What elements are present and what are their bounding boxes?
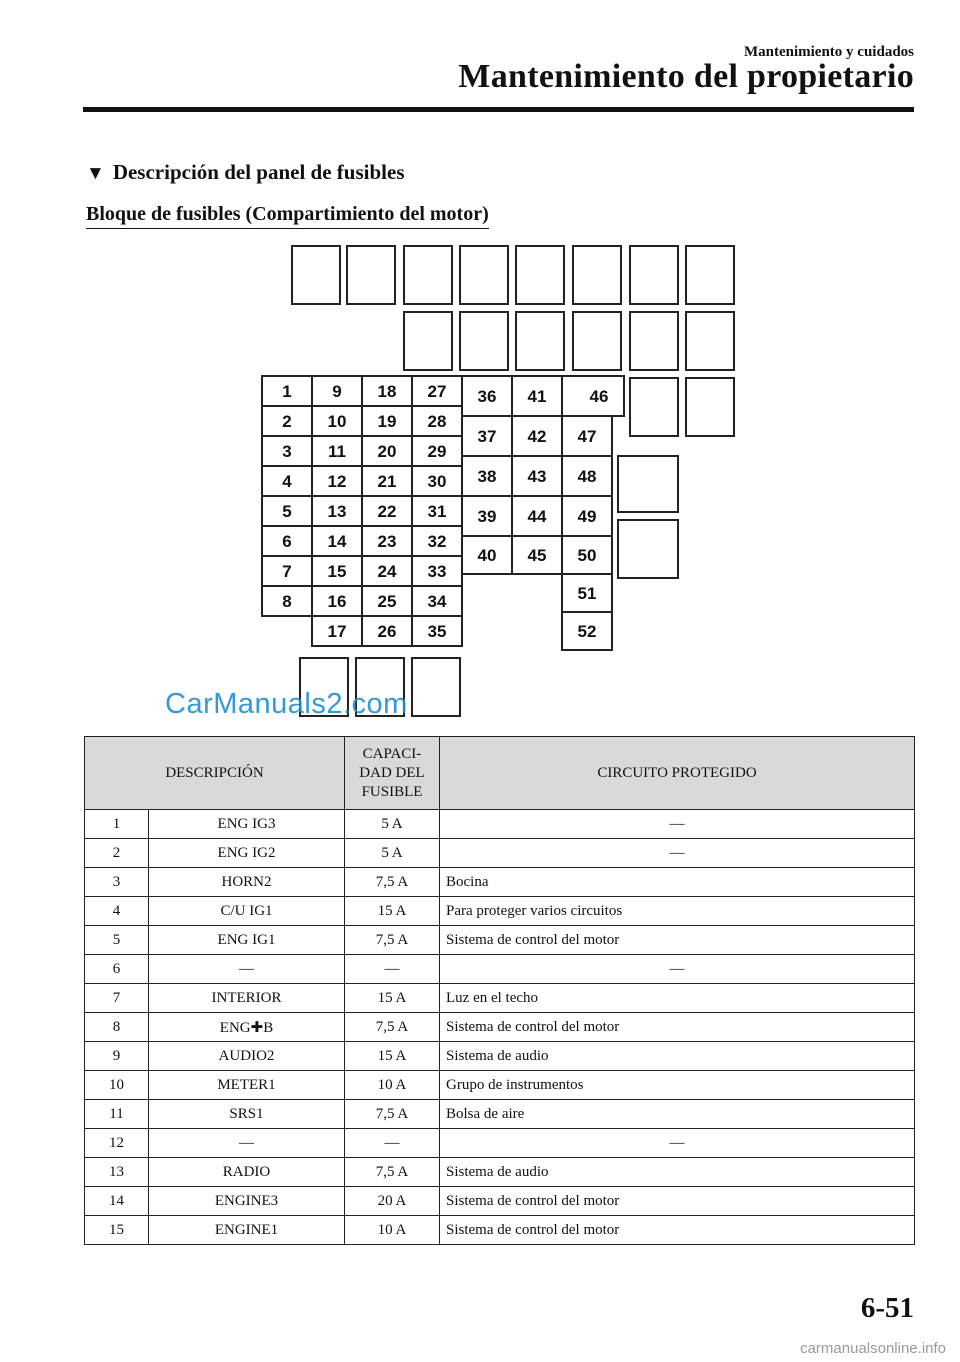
cell-circuit: Sistema de control del motor bbox=[440, 1013, 915, 1042]
fuse-number-label: 45 bbox=[527, 546, 547, 565]
table-row bbox=[85, 810, 915, 839]
relay-box bbox=[686, 246, 734, 304]
header-capacity-line3: FUSIBLE bbox=[361, 783, 423, 800]
cell-description: ENG IG1 bbox=[149, 926, 345, 955]
fuse-number-label: 4 bbox=[282, 472, 292, 491]
page-number: 6-51 bbox=[860, 1292, 914, 1324]
cell-capacity: 7,5 A bbox=[345, 1158, 440, 1187]
fuse-number-label: 49 bbox=[577, 507, 597, 526]
cell-description: — bbox=[149, 1129, 345, 1158]
table-row bbox=[85, 984, 915, 1013]
cell-circuit: — bbox=[440, 1129, 915, 1158]
table-row bbox=[85, 1071, 915, 1100]
fuse-number-label: 8 bbox=[282, 592, 292, 611]
cell-number: 7 bbox=[85, 984, 149, 1013]
cell-capacity: 10 A bbox=[345, 1071, 440, 1100]
section-heading-text: Descripción del panel de fusibles bbox=[112, 160, 405, 184]
fuse-number-label: 48 bbox=[577, 467, 597, 486]
fuse-number-label: 21 bbox=[377, 472, 397, 491]
relay-box bbox=[630, 378, 678, 436]
cell-number: 4 bbox=[85, 897, 149, 926]
fuse-number-label: 12 bbox=[327, 472, 347, 491]
cell-capacity: 7,5 A bbox=[345, 1100, 440, 1129]
table-row bbox=[85, 897, 915, 926]
cell-number: 13 bbox=[85, 1158, 149, 1187]
header-circuit: CIRCUITO PROTEGIDO bbox=[440, 737, 915, 810]
fuse-number-label: 37 bbox=[477, 427, 497, 446]
relay-box bbox=[516, 246, 564, 304]
section-title: Mantenimiento del propietario bbox=[458, 58, 914, 95]
table-header-row bbox=[85, 737, 915, 810]
cell-capacity: 15 A bbox=[345, 984, 440, 1013]
table-row bbox=[85, 839, 915, 868]
cell-description: HORN2 bbox=[149, 868, 345, 897]
fuse-number-label: 30 bbox=[427, 472, 447, 491]
fuse-number-label: 23 bbox=[377, 532, 397, 551]
fuse-number-label: 36 bbox=[477, 387, 497, 406]
cell-description: RADIO bbox=[149, 1158, 345, 1187]
fuse-number-label: 47 bbox=[577, 427, 597, 446]
relay-box bbox=[460, 312, 508, 370]
cell-number: 6 bbox=[85, 955, 149, 984]
cell-capacity: 7,5 A bbox=[345, 1013, 440, 1042]
cell-description: ENG IG3 bbox=[149, 810, 345, 839]
cell-description: AUDIO2 bbox=[149, 1042, 345, 1071]
table-row bbox=[85, 1100, 915, 1129]
fuse-number-label: 42 bbox=[527, 427, 547, 446]
cell-capacity: 20 A bbox=[345, 1187, 440, 1216]
cell-circuit: Sistema de control del motor bbox=[440, 1187, 915, 1216]
cell-circuit: Sistema de control del motor bbox=[440, 926, 915, 955]
fuse-table bbox=[84, 736, 915, 1245]
cell-number: 3 bbox=[85, 868, 149, 897]
cell-description: SRS1 bbox=[149, 1100, 345, 1129]
cell-number: 10 bbox=[85, 1071, 149, 1100]
cell-circuit: Luz en el techo bbox=[440, 984, 915, 1013]
cell-capacity: 15 A bbox=[345, 897, 440, 926]
relay-box bbox=[573, 246, 621, 304]
cell-capacity: 15 A bbox=[345, 1042, 440, 1071]
cell-circuit: Sistema de control del motor bbox=[440, 1216, 915, 1245]
cell-capacity: 7,5 A bbox=[345, 868, 440, 897]
cell-capacity: 5 A bbox=[345, 839, 440, 868]
relay-box bbox=[618, 520, 678, 578]
cell-capacity: — bbox=[345, 955, 440, 984]
header-capacity-line1: CAPACI- bbox=[362, 745, 422, 762]
watermark-text: CarManuals2.com bbox=[165, 688, 408, 720]
fuse-number-label: 44 bbox=[527, 507, 547, 526]
cell-circuit: Para proteger varios circuitos bbox=[440, 897, 915, 926]
cell-circuit: — bbox=[440, 810, 915, 839]
fuse-number-label: 39 bbox=[477, 507, 497, 526]
fuse-number-label: 34 bbox=[427, 592, 447, 611]
fuse-number-label: 43 bbox=[527, 467, 547, 486]
cell-capacity: 5 A bbox=[345, 810, 440, 839]
fuse-number-label: 35 bbox=[427, 622, 447, 641]
relay-box bbox=[630, 312, 678, 370]
cell-circuit: Bolsa de aire bbox=[440, 1100, 915, 1129]
fuse-number-label: 16 bbox=[327, 592, 347, 611]
table-row bbox=[85, 926, 915, 955]
cell-number: 5 bbox=[85, 926, 149, 955]
fuse-number-label: 14 bbox=[327, 532, 347, 551]
fuse-number-label: 52 bbox=[577, 622, 597, 641]
cell-number: 2 bbox=[85, 839, 149, 868]
fuse-number-label: 26 bbox=[377, 622, 397, 641]
fuse-number-label: 3 bbox=[282, 442, 292, 461]
cell-number: 9 bbox=[85, 1042, 149, 1071]
cell-description: ENGINE3 bbox=[149, 1187, 345, 1216]
fuse-number-label: 32 bbox=[427, 532, 447, 551]
table-row bbox=[85, 955, 915, 984]
header-description: DESCRIPCIÓN bbox=[85, 737, 345, 810]
triangle-marker-icon: ▼ bbox=[86, 163, 105, 184]
subheading: Bloque de fusibles (Compartimiento del motor) bbox=[86, 203, 489, 229]
relay-box bbox=[573, 312, 621, 370]
relay-box bbox=[618, 456, 678, 512]
fuse-number-label: 40 bbox=[477, 546, 497, 565]
cell-circuit: Grupo de instrumentos bbox=[440, 1071, 915, 1100]
cell-description: C/U IG1 bbox=[149, 897, 345, 926]
fuse-number-label: 5 bbox=[282, 502, 292, 521]
fuse-number-label: 13 bbox=[327, 502, 347, 521]
fuse-number-label: 33 bbox=[427, 562, 447, 581]
relay-box bbox=[412, 658, 460, 716]
fuse-number-label: 1 bbox=[282, 382, 292, 401]
header-capacity bbox=[345, 737, 440, 810]
table-row bbox=[85, 1013, 915, 1042]
fuse-number-label: 29 bbox=[427, 442, 447, 461]
cell-description: ENG✚B bbox=[149, 1013, 345, 1042]
cell-capacity: 7,5 A bbox=[345, 926, 440, 955]
cell-number: 11 bbox=[85, 1100, 149, 1129]
cell-number: 12 bbox=[85, 1129, 149, 1158]
fuse-number-label: 15 bbox=[327, 562, 347, 581]
fuse-number-label: 41 bbox=[527, 387, 547, 406]
cell-circuit: Sistema de audio bbox=[440, 1042, 915, 1071]
fuse-number-label: 10 bbox=[327, 412, 347, 431]
relay-box bbox=[460, 246, 508, 304]
fuse-number-label: 19 bbox=[377, 412, 397, 431]
table-row bbox=[85, 1187, 915, 1216]
cell-description: ENGINE1 bbox=[149, 1216, 345, 1245]
table-row bbox=[85, 1158, 915, 1187]
fuse-number-label: 22 bbox=[377, 502, 397, 521]
chapter-title: Mantenimiento y cuidados bbox=[743, 44, 914, 60]
table-row bbox=[85, 868, 915, 897]
header-capacity-line2: DAD DEL bbox=[359, 764, 425, 781]
fuse-number-label: 11 bbox=[328, 442, 346, 461]
relay-box bbox=[292, 246, 340, 304]
cell-capacity: 10 A bbox=[345, 1216, 440, 1245]
relay-box bbox=[686, 312, 734, 370]
cell-description: — bbox=[149, 955, 345, 984]
fuse-number-label: 25 bbox=[377, 592, 397, 611]
relay-box bbox=[630, 246, 678, 304]
cell-capacity: — bbox=[345, 1129, 440, 1158]
relay-box bbox=[516, 312, 564, 370]
relay-box bbox=[686, 378, 734, 436]
fuse-number-label: 24 bbox=[377, 562, 397, 581]
relay-box bbox=[347, 246, 395, 304]
fuse-number-label: 9 bbox=[332, 382, 342, 401]
fuse-number-label: 31 bbox=[427, 502, 447, 521]
cell-number: 1 bbox=[85, 810, 149, 839]
cell-description: INTERIOR bbox=[149, 984, 345, 1013]
table-row bbox=[85, 1216, 915, 1245]
fuse-number-label: 20 bbox=[377, 442, 397, 461]
relay-box bbox=[404, 246, 452, 304]
cell-number: 14 bbox=[85, 1187, 149, 1216]
relay-box bbox=[404, 312, 452, 370]
fuse-number-label: 7 bbox=[282, 562, 292, 581]
fuse-number-label: 17 bbox=[327, 622, 347, 641]
cell-description: METER1 bbox=[149, 1071, 345, 1100]
fuse-number-label: 38 bbox=[477, 467, 497, 486]
cell-description: ENG IG2 bbox=[149, 839, 345, 868]
cell-number: 15 bbox=[85, 1216, 149, 1245]
fuse-number-label: 27 bbox=[427, 382, 447, 401]
fuse-number-label: 51 bbox=[577, 584, 597, 603]
fuse-number-label: 6 bbox=[282, 532, 292, 551]
footer-watermark: carmanualsonline.info bbox=[800, 1340, 946, 1357]
cell-number: 8 bbox=[85, 1013, 149, 1042]
cell-circuit: — bbox=[440, 839, 915, 868]
cell-circuit: — bbox=[440, 955, 915, 984]
cell-circuit: Bocina bbox=[440, 868, 915, 897]
fuse-number-label: 2 bbox=[282, 412, 292, 431]
fuse-number-label: 28 bbox=[427, 412, 447, 431]
cell-circuit: Sistema de audio bbox=[440, 1158, 915, 1187]
table-row bbox=[85, 1042, 915, 1071]
fuse-number-label: 18 bbox=[377, 382, 397, 401]
fuse-number-label: 46 bbox=[589, 387, 609, 406]
table-row bbox=[85, 1129, 915, 1158]
fuse-number-label: 50 bbox=[577, 546, 597, 565]
